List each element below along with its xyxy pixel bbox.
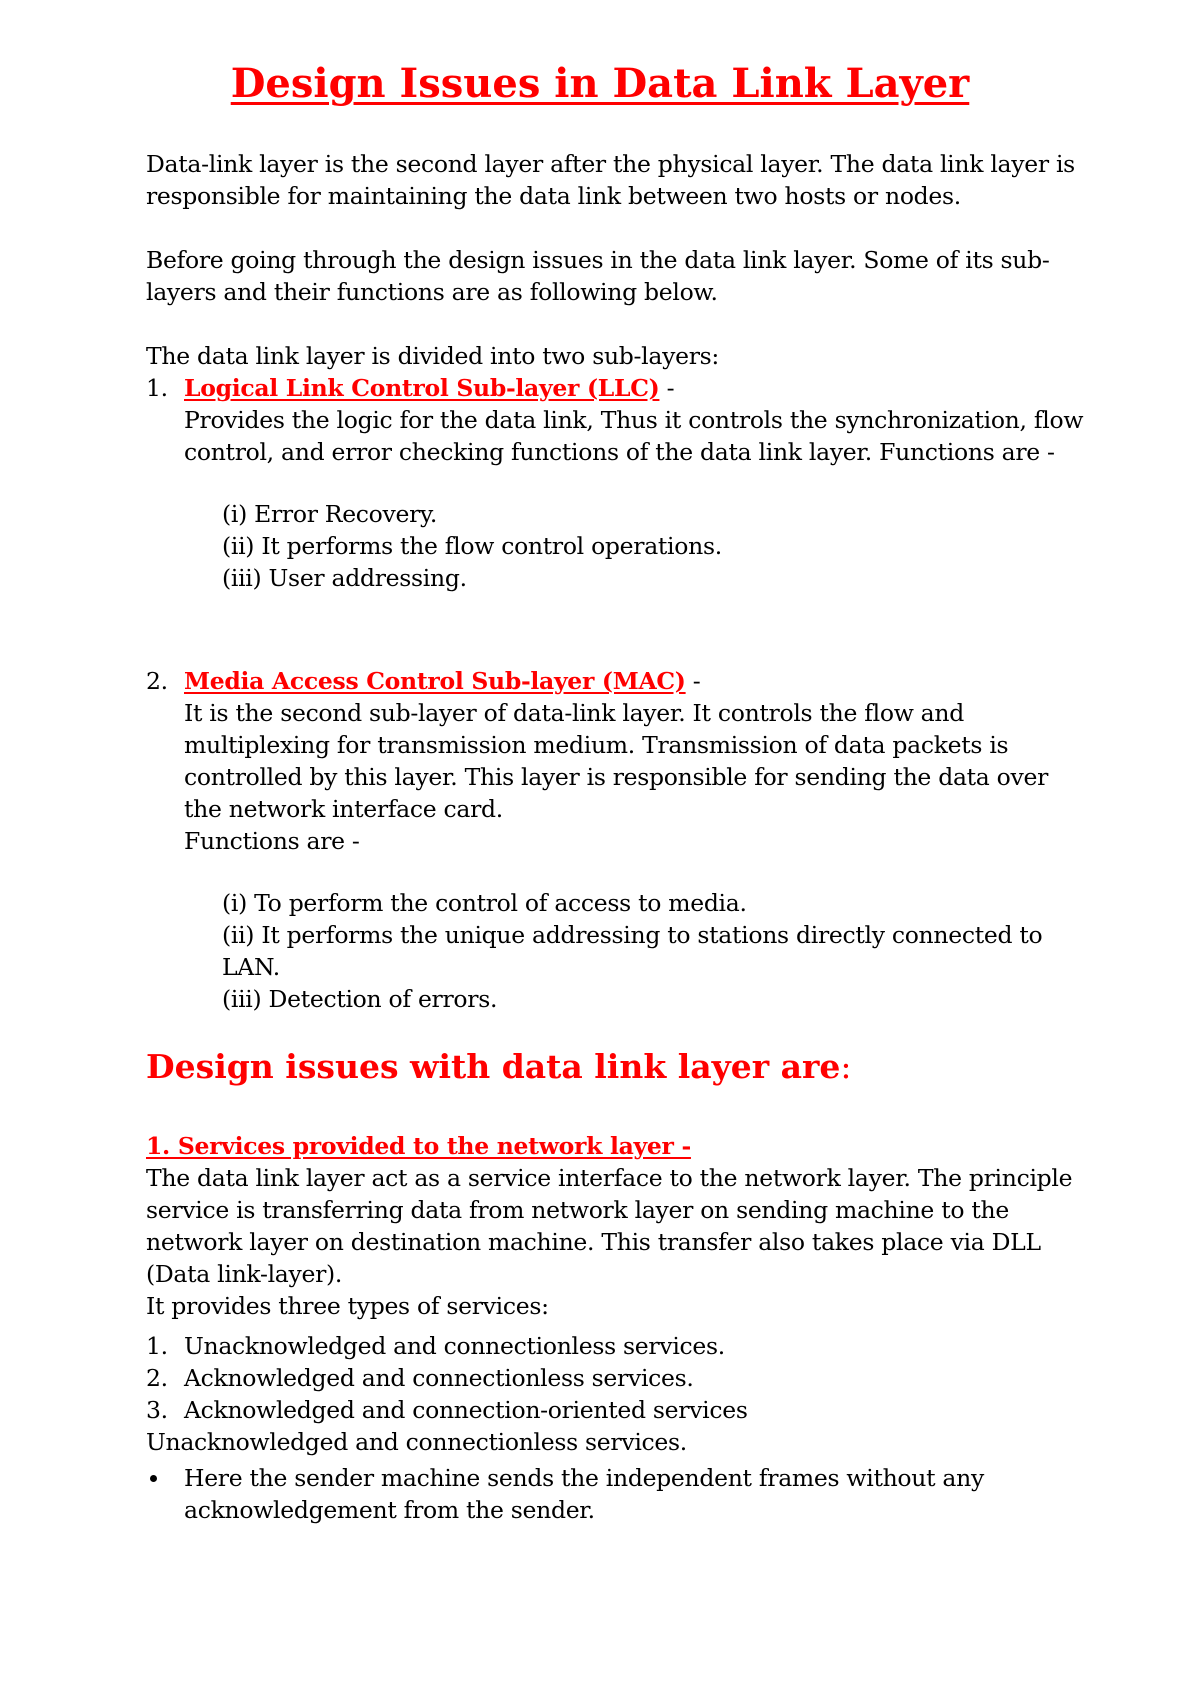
heading-dash: - xyxy=(685,667,701,695)
section-services xyxy=(146,1130,1086,1526)
sublayer-item-mac xyxy=(146,665,1086,1015)
design-issues-heading xyxy=(146,1045,852,1089)
sublayer-item-llc xyxy=(146,372,1086,594)
sublayer-description-mac: It is the second sub-layer of data-link layer. It controls the flow and multiplexing for transmission medium. Transmission of data packets is controlled by this layer. This layer is responsible for sending the data over the network interface card. xyxy=(184,699,1049,823)
sublayer-heading-llc: Logical Link Control Sub-layer (LLC) xyxy=(184,374,660,402)
sublayer-functions-label: Functions are - xyxy=(184,827,360,855)
section-description: The data link layer act as a service interface to the network layer. The principle service is transferring data from network layer on sending machine to the network layer on destination machine. This transfer also takes place via DLL (Data link-layer). xyxy=(146,1164,1073,1288)
function-item: (ii) It performs the unique addressing to stations directly connected to LAN. xyxy=(222,921,1043,981)
sublayer-heading-mac: Media Access Control Sub-layer (MAC) xyxy=(184,667,686,695)
service-text: Acknowledged and connection-oriented services xyxy=(184,1396,748,1424)
service-types-intro: It provides three types of services: xyxy=(146,1292,549,1320)
function-list-llc xyxy=(222,498,1086,594)
bullet-item xyxy=(146,1462,1086,1526)
sublayer-description-llc: Provides the logic for the data link, Thus it controls the synchronization, flow control, and error checking functions of the data link layer. Functions are - xyxy=(184,406,1084,466)
section-heading-services: 1. Services provided to the network layer - xyxy=(146,1132,691,1160)
list-number: 1. xyxy=(146,1332,168,1360)
list-item xyxy=(146,1394,1086,1426)
intro-paragraph-1: Data-link layer is the second layer after the physical layer. The data link layer is responsible for maintaining the data link between two hosts or nodes. xyxy=(146,150,1075,210)
function-list-mac xyxy=(222,887,1086,1015)
bullet-text: Here the sender machine sends the independent frames without any acknowledgement from the sender. xyxy=(184,1464,984,1524)
intro-paragraph-2: Before going through the design issues in the data link layer. Some of its sub-layers and their functions are as following below. xyxy=(146,246,1050,306)
function-item: (iii) User addressing. xyxy=(222,564,467,592)
design-issues-heading-text: Design issues with data link layer are xyxy=(146,1047,841,1086)
intro-paragraph-3: The data link layer is divided into two sub-layers: xyxy=(146,342,720,370)
function-item: (ii) It performs the flow control operations. xyxy=(222,532,722,560)
function-item: (i) To perform the control of access to media. xyxy=(222,889,747,917)
service-text: Acknowledged and connectionless services. xyxy=(184,1364,694,1392)
function-item: (i) Error Recovery. xyxy=(222,500,438,528)
heading-dash: - xyxy=(659,374,675,402)
function-item: (iii) Detection of errors. xyxy=(222,985,498,1013)
list-item xyxy=(146,1330,1086,1362)
heading-colon: : xyxy=(840,1047,852,1086)
list-number: 1. xyxy=(146,374,168,402)
list-number: 2. xyxy=(146,667,168,695)
service-text: Unacknowledged and connectionless services. xyxy=(184,1332,725,1360)
service-list xyxy=(146,1330,1086,1426)
service-subheading: Unacknowledged and connectionless services. xyxy=(146,1428,687,1456)
list-item xyxy=(146,1362,1086,1394)
list-number: 3. xyxy=(146,1396,168,1424)
list-number: 2. xyxy=(146,1364,168,1392)
page-title: Design Issues in Data Link Layer xyxy=(230,60,970,107)
bullet-icon xyxy=(150,1475,157,1482)
